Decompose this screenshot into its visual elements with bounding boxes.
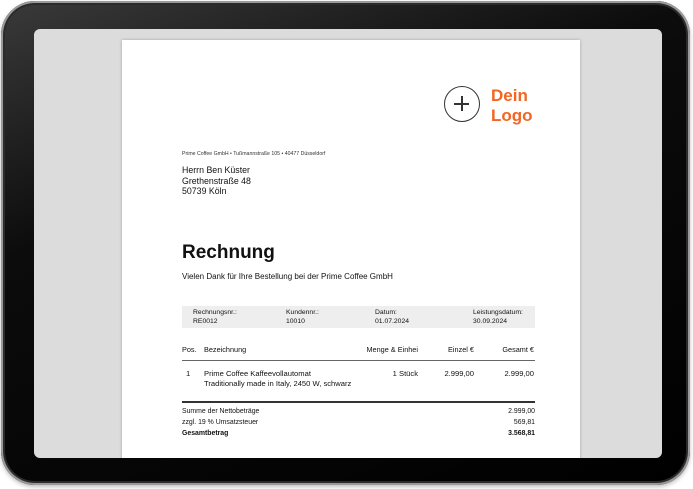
row-item-detail: Traditionally made in Italy, 2450 W, schwarz [204, 378, 352, 388]
table-row [182, 369, 535, 389]
invoice-document [122, 40, 580, 458]
row-total: 2.999,00 [504, 369, 534, 378]
meta-label: Leistungsdatum: [473, 309, 523, 316]
row-item-name: Prime Coffee Kaffeevollautomat [204, 369, 311, 378]
meta-invoice-number [193, 309, 237, 326]
meta-customer-number [286, 309, 319, 326]
totals-section [182, 408, 535, 441]
tablet-screen [34, 29, 662, 458]
header-pos: Pos. [182, 345, 197, 354]
header-quantity: Menge & Einhei [366, 345, 418, 354]
logo-line-2: Logo [491, 106, 533, 125]
table-header [182, 345, 535, 357]
document-title: Rechnung [182, 242, 275, 263]
row-description [204, 369, 351, 388]
row-quantity: 1 Stück [392, 369, 418, 378]
intro-text: Vielen Dank für Ihre Bestellung bei der Prime Coffee GmbH [182, 272, 393, 281]
meta-value: 30.09.2024 [473, 317, 508, 325]
tablet-frame [1, 1, 690, 485]
recipient-city: 50739 Köln [182, 186, 227, 196]
totals-row-net [182, 408, 535, 419]
meta-date [375, 309, 409, 326]
meta-value: RE0012 [193, 317, 218, 325]
recipient-name: Herrn Ben Küster [182, 165, 250, 175]
header-total: Gesamt € [502, 345, 534, 354]
totals-label: Gesamtbetrag [182, 430, 229, 437]
logo-line-1: Dein [491, 86, 528, 105]
totals-row-vat [182, 419, 535, 430]
meta-label: Datum: [375, 309, 397, 316]
recipient-street: Grethenstraße 48 [182, 175, 251, 186]
meta-label: Kundennr.: [286, 309, 319, 316]
totals-label: zzgl. 19 % Umsatzsteuer [182, 419, 259, 426]
table-bottom-divider [182, 401, 535, 403]
meta-value: 10010 [286, 317, 305, 325]
header-unit-price: Einzel € [448, 345, 474, 354]
invoice-meta-bar [182, 306, 535, 328]
recipient-address [182, 165, 251, 197]
plus-in-circle-icon [444, 86, 480, 122]
header-divider [182, 360, 535, 361]
meta-label: Rechnungsnr.: [193, 309, 237, 316]
row-pos: 1 [186, 369, 191, 378]
totals-label: Summe der Nettobeträge [182, 408, 260, 415]
totals-value: 3.568,81 [508, 430, 535, 437]
totals-value: 569,81 [513, 419, 535, 426]
totals-value: 2.999,00 [508, 408, 535, 415]
header-description: Bezeichnung [204, 345, 247, 354]
row-unit-price: 2.999,00 [444, 369, 474, 378]
meta-service-date [473, 309, 523, 326]
sender-line: Prime Coffee GmbH • Tußmannstraße 105 • 40477 Düsseldorf [182, 151, 326, 157]
meta-value: 01.07.2024 [375, 317, 410, 325]
logo-placeholder [491, 86, 533, 126]
totals-row-grand [182, 430, 535, 441]
